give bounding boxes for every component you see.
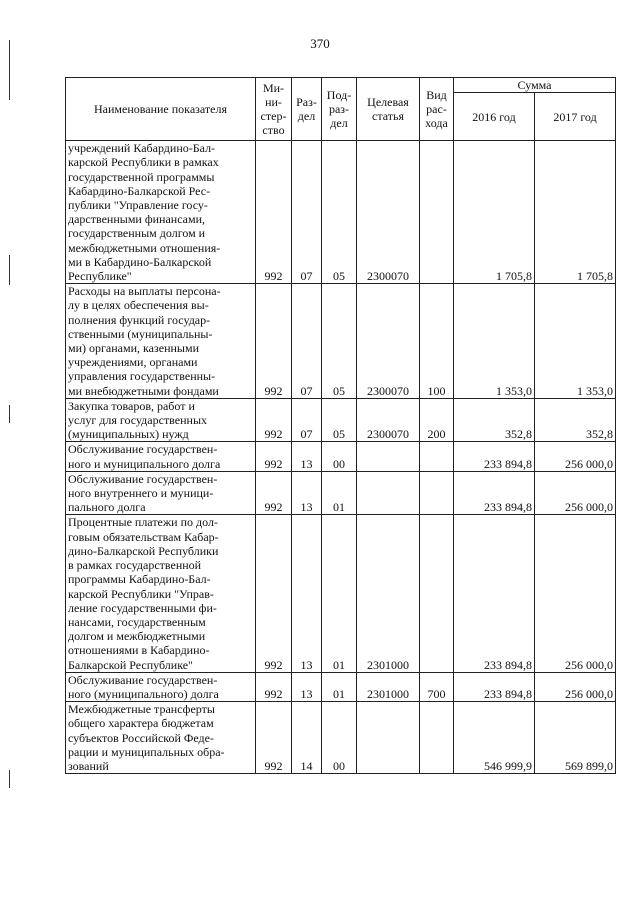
row-amount-2017: 256 000,0 xyxy=(535,672,616,701)
row-ministry: 992 xyxy=(256,284,292,399)
row-target xyxy=(357,442,420,471)
row-section: 07 xyxy=(292,398,322,442)
margin-mark xyxy=(9,255,10,285)
row-expense-type: 700 xyxy=(420,672,454,701)
row-target: 2300070 xyxy=(357,284,420,399)
row-expense-type: 100 xyxy=(420,284,454,399)
row-target: 2301000 xyxy=(357,515,420,672)
margin-mark xyxy=(9,770,10,788)
margin-mark xyxy=(9,40,10,100)
row-expense-type xyxy=(420,442,454,471)
table-row xyxy=(66,471,616,515)
row-subsection: 00 xyxy=(322,442,357,471)
header-ministry xyxy=(256,78,292,141)
row-name: Расходы на выплаты персона- лу в целях обеспечения вы- полнения функций государ- ственными (муниципальны- ми) органами, казенными учреждениями, органами управления государственны- ми внебюджетными фондами xyxy=(66,284,256,399)
table-row xyxy=(66,141,616,284)
row-target: 2300070 xyxy=(357,141,420,284)
row-section: 07 xyxy=(292,284,322,399)
row-ministry: 992 xyxy=(256,702,292,774)
row-amount-2016: 352,8 xyxy=(454,398,535,442)
row-name: Обслуживание государствен- ного и муниципального долга xyxy=(66,442,256,471)
header-year-2016: 2016 год xyxy=(454,93,535,141)
header-sum: Сумма xyxy=(454,78,616,93)
row-subsection: 01 xyxy=(322,515,357,672)
row-amount-2017: 256 000,0 xyxy=(535,442,616,471)
row-name: Закупка товаров, работ и услуг для государственных (муниципальных) нужд xyxy=(66,398,256,442)
row-subsection: 05 xyxy=(322,141,357,284)
row-target: 2301000 xyxy=(357,672,420,701)
row-amount-2017: 256 000,0 xyxy=(535,515,616,672)
row-amount-2017: 352,8 xyxy=(535,398,616,442)
row-subsection: 00 xyxy=(322,702,357,774)
header-ministry-text: Ми- ни- стер- ство xyxy=(260,81,287,138)
row-amount-2016: 546 999,9 xyxy=(454,702,535,774)
row-ministry: 992 xyxy=(256,141,292,284)
row-name: Межбюджетные трансферты общего характера бюджетам субъектов Российской Феде- рации и муниципальных обра- зований xyxy=(66,702,256,774)
row-expense-type xyxy=(420,471,454,515)
row-name: учреждений Кабардино-Бал- карской Республики в рамках государственной программы Кабардино-Балкарской Рес- публики "Управление госу- дарственными финансами, государственным долгом и межбюджетными отношения- ми в Кабардино-Балкарской Республике" xyxy=(66,141,256,284)
row-amount-2016: 233 894,8 xyxy=(454,442,535,471)
row-subsection: 01 xyxy=(322,672,357,701)
row-expense-type xyxy=(420,702,454,774)
row-expense-type xyxy=(420,141,454,284)
row-name: Обслуживание государствен- ного внутреннего и муници- пального долга xyxy=(66,471,256,515)
row-section: 07 xyxy=(292,141,322,284)
header-subsection xyxy=(322,78,357,141)
row-ministry: 992 xyxy=(256,442,292,471)
row-amount-2016: 1 705,8 xyxy=(454,141,535,284)
header-target xyxy=(357,78,420,141)
page-number: 370 xyxy=(310,36,330,51)
header-name: Наименование показателя xyxy=(66,78,256,141)
row-target xyxy=(357,471,420,515)
table-row xyxy=(66,398,616,442)
header-target-text: Целевая статья xyxy=(367,94,409,124)
row-section: 13 xyxy=(292,471,322,515)
row-amount-2017: 1 353,0 xyxy=(535,284,616,399)
header-expense-type xyxy=(420,78,454,141)
margin-mark xyxy=(9,405,10,423)
row-ministry: 992 xyxy=(256,398,292,442)
row-subsection: 05 xyxy=(322,398,357,442)
header-expense-type-text: Вид рас- хода xyxy=(425,87,448,131)
row-amount-2017: 256 000,0 xyxy=(535,471,616,515)
row-amount-2016: 233 894,8 xyxy=(454,672,535,701)
row-expense-type xyxy=(420,515,454,672)
row-name: Обслуживание государствен- ного (муниципального) долга xyxy=(66,672,256,701)
table-row xyxy=(66,672,616,701)
budget-table xyxy=(65,77,616,774)
row-ministry: 992 xyxy=(256,471,292,515)
table-body xyxy=(66,141,616,774)
row-amount-2016: 233 894,8 xyxy=(454,471,535,515)
row-target: 2300070 xyxy=(357,398,420,442)
row-amount-2017: 569 899,0 xyxy=(535,702,616,774)
header-section-text: Раз- дел xyxy=(296,94,317,124)
row-section: 13 xyxy=(292,442,322,471)
row-expense-type: 200 xyxy=(420,398,454,442)
row-section: 13 xyxy=(292,672,322,701)
row-target xyxy=(357,702,420,774)
row-section: 14 xyxy=(292,702,322,774)
row-amount-2016: 233 894,8 xyxy=(454,515,535,672)
table-row xyxy=(66,702,616,774)
header-year-2017: 2017 год xyxy=(535,93,616,141)
row-subsection: 05 xyxy=(322,284,357,399)
header-section xyxy=(292,78,322,141)
row-ministry: 992 xyxy=(256,672,292,701)
table-row xyxy=(66,442,616,471)
row-ministry: 992 xyxy=(256,515,292,672)
header-subsection-text: Под- раз- дел xyxy=(326,87,352,131)
row-amount-2017: 1 705,8 xyxy=(535,141,616,284)
row-section: 13 xyxy=(292,515,322,672)
table-row xyxy=(66,515,616,672)
row-name: Процентные платежи по дол- говым обязательствам Кабар- дино-Балкарской Республики в рамках государственной программы Кабардино-Бал- карской Республики "Управ- ление государственными фи- нансами, государственным долгом и межбюджетными отношениями в Кабардино- Балкарской Республике" xyxy=(66,515,256,672)
row-amount-2016: 1 353,0 xyxy=(454,284,535,399)
table-row xyxy=(66,284,616,399)
row-subsection: 01 xyxy=(322,471,357,515)
